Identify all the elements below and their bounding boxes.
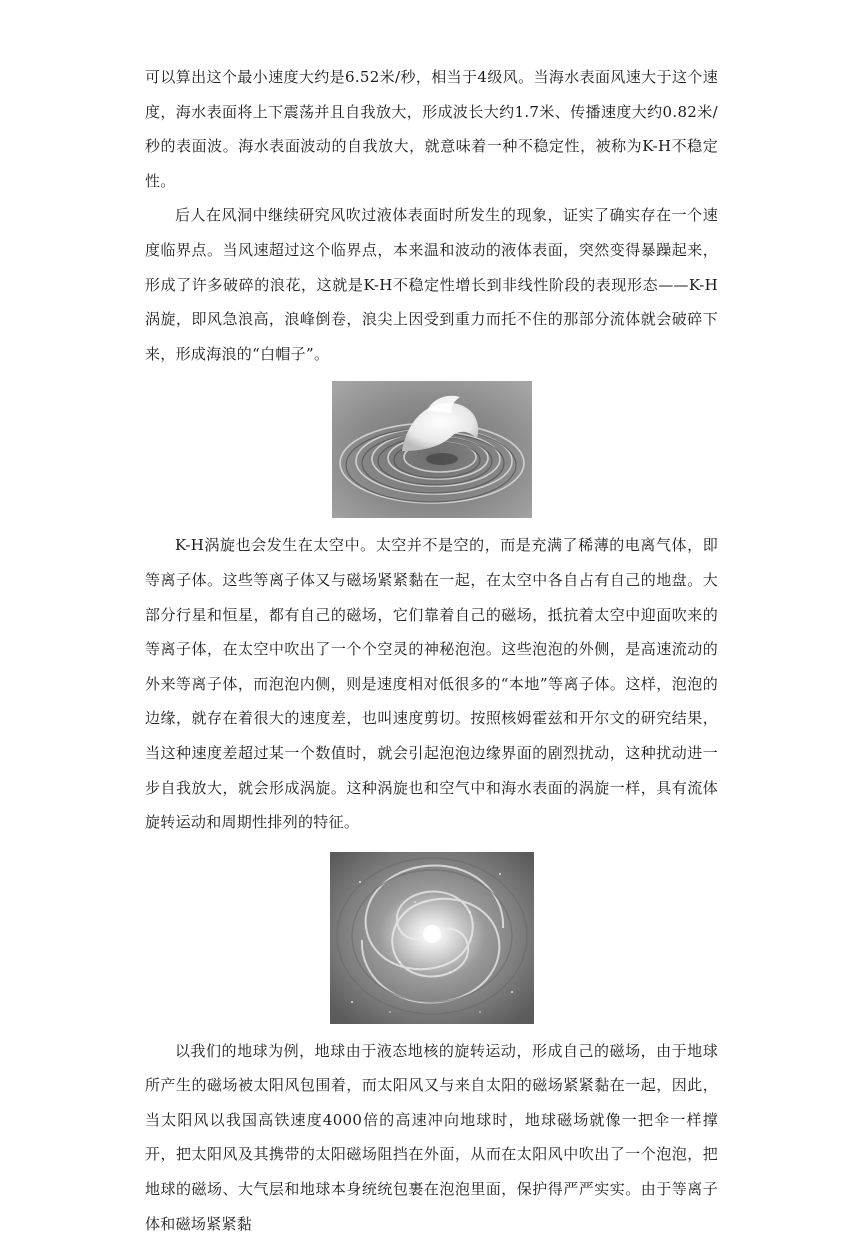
paragraph-4: 以我们的地球为例，地球由于液态地核的旋转运动，形成自己的磁场，由于地球所产生的磁场被太阳风包围着，而太阳风又与来自太阳的磁场紧紧黏在一起，因此，当太阳风以我国高铁速度4000倍的高速冲向地球时，地球磁场就像一把伞一样撑开，把太阳风及其携带的太阳磁场阻挡在外面，从而在太阳风中吹出了一个泡泡，把地球的磁场、大气层和地球本身统统包裹在泡泡里面，保护得严严实实。由于等离子体和磁场紧紧黏 bbox=[145, 1041, 718, 1233]
paragraph-3: K-H涡旋也会发生在太空中。太空并不是空的，而是充满了稀薄的电离气体，即等离子体。这些等离子体又与磁场紧紧黏在一起，在太空中各自占有自己的地盘。大部分行星和恒星，都有自己的磁场，它们靠着自己的磁场，抵抗着太空中迎面吹来的等离子体，在太空中吹出了一个个空灵的神秘泡泡。这些泡泡的外侧，是高速流动的外来等离子体，而泡泡内侧，则是速度相对低很多的“本地”等离子体。这样，泡泡的边缘，就存在着很大的速度差，也叫速度剪切。按照核姆霍兹和开尔文的研究结果，当这种速度差超过某一个数值时，就会引起泡泡边缘界面的剧烈扰动，这种扰动进一步自我放大，就会形成涡旋。这种涡旋也和空气中和海水表面的涡旋一样，具有流体旋转运动和周期性排列的特征。 bbox=[145, 536, 718, 832]
figure-wave bbox=[145, 377, 718, 518]
paragraph-1: 可以算出这个最小速度大约是6.52米/秒，相当于4级风。当海水表面风速大于这个速度，海水表面将上下震荡并且自我放大，形成波长大约1.7米、传播速度大约0.82米/秒的表面波。海水表面波动的自我放大，就意味着一种不稳定性，被称为K-H不稳定性。 bbox=[145, 68, 718, 190]
spiral-galaxy-image bbox=[330, 852, 534, 1024]
figure-galaxy bbox=[145, 846, 718, 1024]
paragraph-2: 后人在风洞中继续研究风吹过液体表面时所发生的现象，证实了确实存在一个速度临界点。当风速超过这个临界点，本来温和波动的液体表面，突然变得暴躁起来，形成了许多破碎的浪花，这就是K-H不稳定性增长到非线性阶段的表现形态——K-H涡旋，即风急浪高，浪峰倒卷，浪尖上因受到重力而托不住的那部分流体就会破碎下来，形成海浪的“白帽子”。 bbox=[145, 206, 718, 363]
ocean-wave-vortex-image bbox=[332, 381, 532, 518]
